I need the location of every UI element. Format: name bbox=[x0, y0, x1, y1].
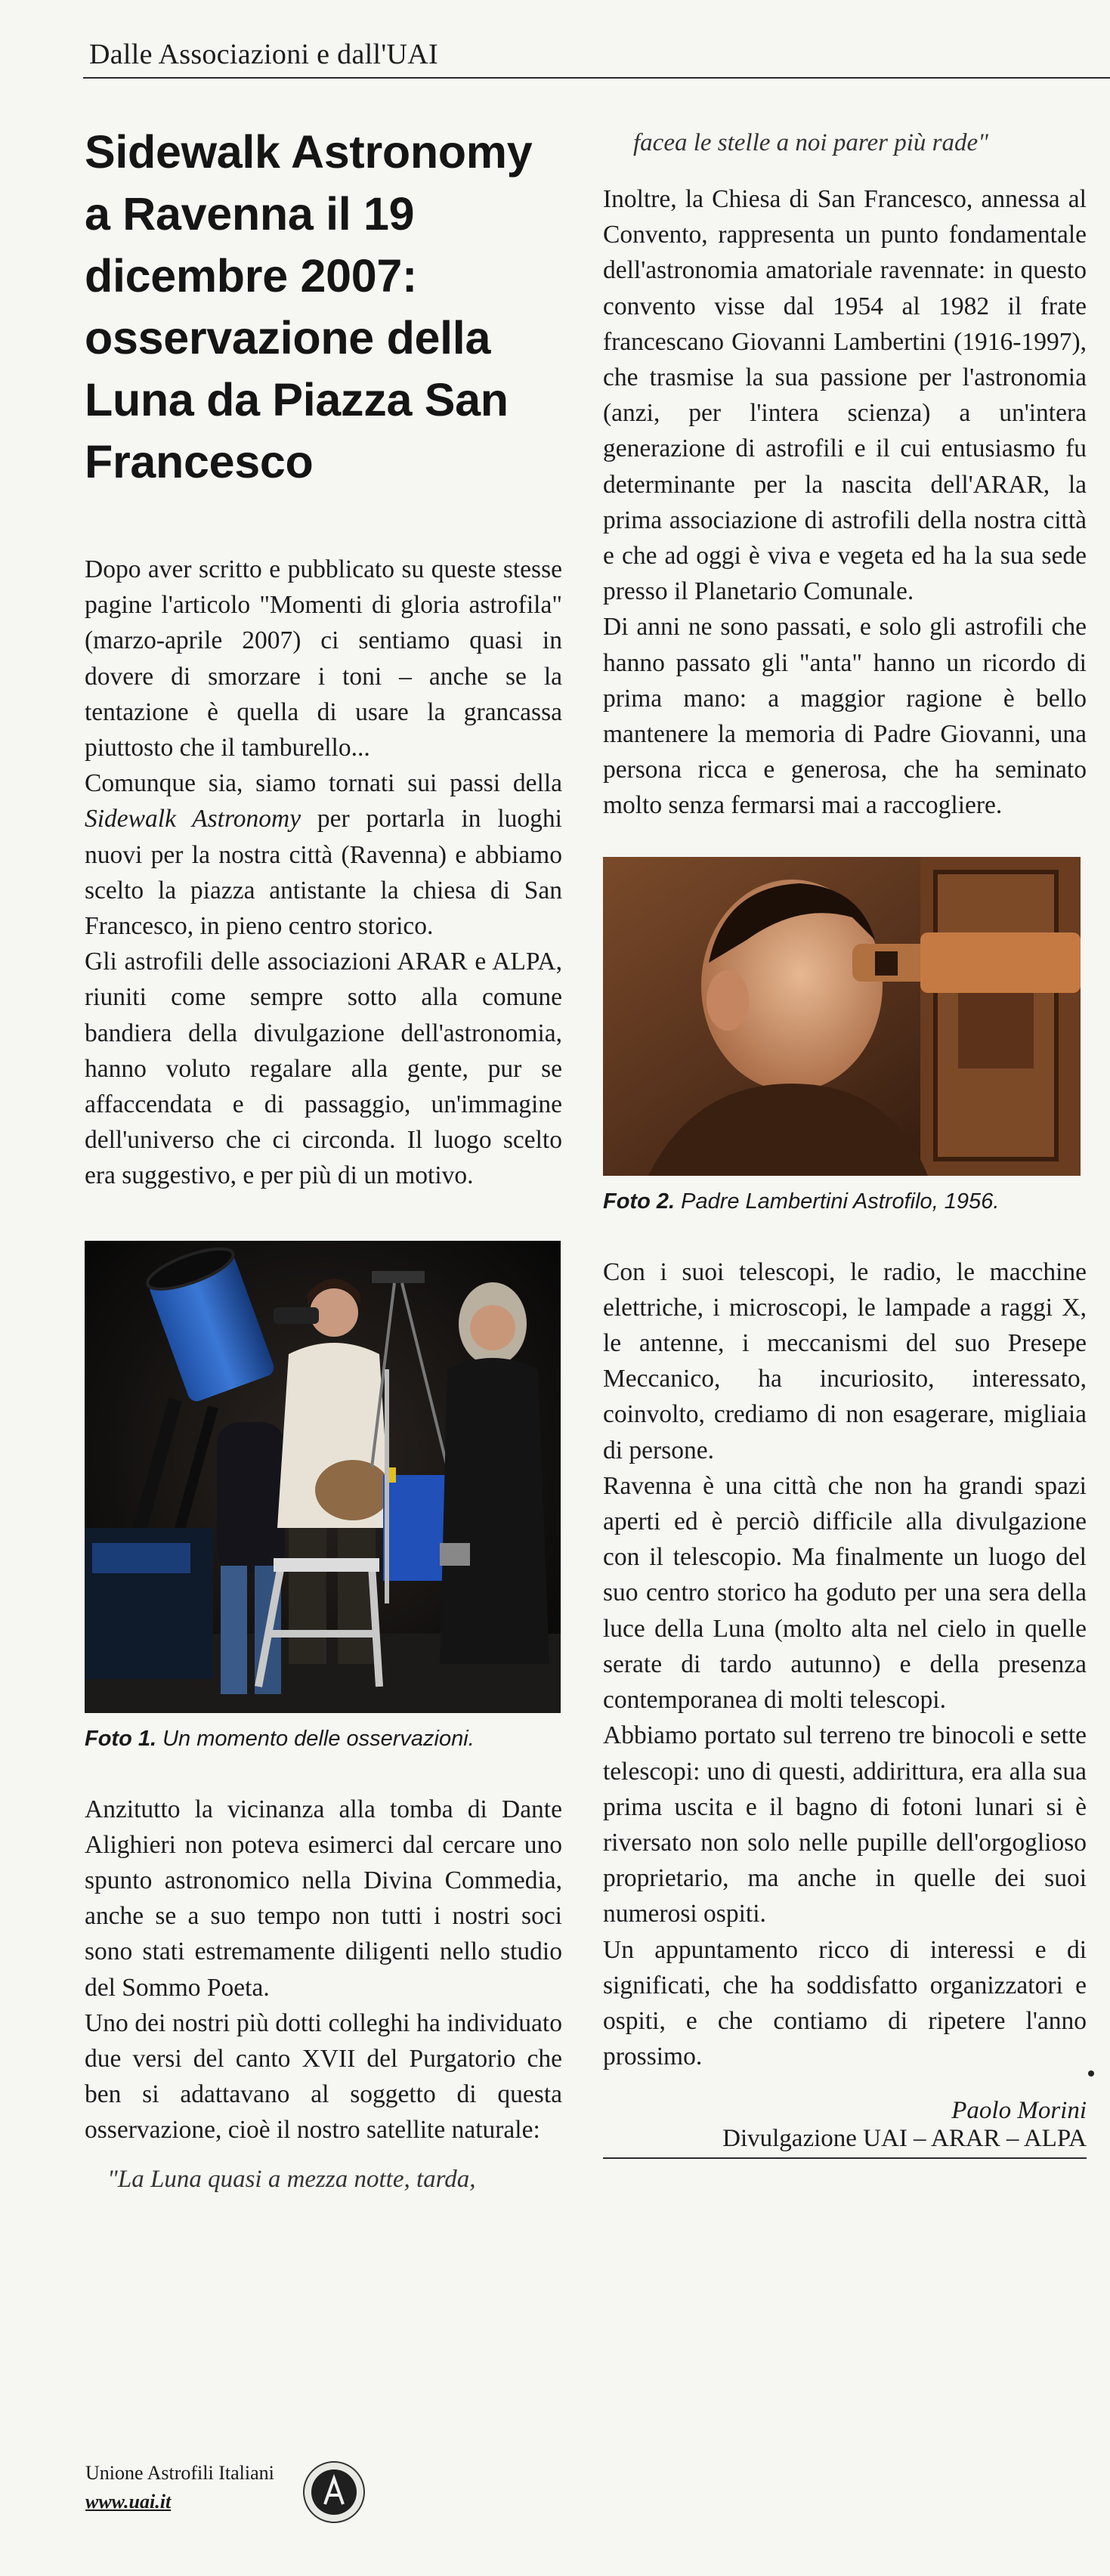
uai-logo-icon bbox=[302, 2460, 366, 2524]
paragraph: Di anni ne sono passati, e solo gli astrofili che hanno passato gli "anta" hanno un ricordo di prima mano: a maggior ragione è bello mantenere la memoria di Padre Giovanni, una persona ricca e generosa, che ha seminato molto senza fermarsi mai a raccogliere. bbox=[603, 613, 1087, 820]
footer-organization: Unione Astrofili Italiani bbox=[85, 2462, 274, 2484]
paragraph: Dopo aver scritto e pubblicato su queste stesse pagine l'articolo "Momenti di gloria astrofila" (marzo-aprile 2007) ci sentiamo quasi in dovere di smorzare i toni – anche se la tentazione è quella di usare la grancassa piuttosto che il tamburello... bbox=[85, 555, 562, 762]
signature-divider bbox=[603, 2157, 1087, 2159]
paragraph-text: per portarla in luoghi nuovi per la nostra città (Ravenna) e abbiamo scelto la piazza antistante la chiesa di San Francesco, in pieno centro storico. bbox=[85, 805, 562, 941]
photo-1-caption-text: Un momento delle osservazioni. bbox=[162, 1726, 475, 1751]
author-name: Paolo Morini bbox=[951, 2097, 1087, 2125]
photo-observation-night bbox=[85, 1241, 561, 1713]
photo-1-illustration bbox=[85, 1241, 561, 1713]
header-divider bbox=[83, 77, 1110, 79]
photo-lambertini-telescope bbox=[603, 857, 1081, 1176]
emphasis-text: Sidewalk Astronomy bbox=[85, 805, 301, 833]
photo-2-caption bbox=[603, 1188, 1087, 1215]
photo-1-label: Foto 1. bbox=[85, 1726, 157, 1751]
footer-website-link[interactable]: www.uai.it bbox=[85, 2491, 172, 2513]
author-affiliation: Divulgazione UAI – ARAR – ALPA bbox=[722, 2125, 1087, 2153]
dante-quote-line-1: "La Luna quasi a mezza notte, tarda, bbox=[107, 2165, 476, 2193]
dante-quote-line-2: facea le stelle a noi parer più rade" bbox=[633, 129, 988, 156]
photo-2-illustration bbox=[603, 857, 1081, 1176]
section-header: Dalle Associazioni e dall'UAI bbox=[89, 39, 438, 70]
paragraph-text: Comunque sia, siamo tornati sui passi della bbox=[85, 769, 562, 798]
photo-1-caption bbox=[85, 1725, 562, 1752]
article-title: Sidewalk Astronomy a Ravenna il 19 dicembre 2007: osservazione della Luna da Piazza San Francesco bbox=[85, 126, 533, 487]
right-column bbox=[603, 121, 1087, 2159]
paragraph: Anzitutto la vicinanza alla tomba di Dante Alighieri non poteva esimerci dal cercare uno spunto astronomico nella Divina Commedia, anche se a suo tempo non tutti i nostri soci sono stati estremamente diligenti nello studio del Sommo Poeta. bbox=[85, 1795, 562, 2002]
photo-2-caption-text: Padre Lambertini Astrofilo, 1956. bbox=[681, 1189, 1000, 1214]
paragraph bbox=[85, 765, 562, 944]
left-column bbox=[85, 121, 562, 2195]
paragraph: Gli astrofili delle associazioni ARAR e ALPA, riuniti come sempre sotto alla comune bandiera della divulgazione dell'astronomia, hanno voluto regalare alla gente, pur se affaccendata e di passaggio, un'immagine dell'universo che ci circonda. Il luogo scelto era suggestivo, e per più di un motivo. bbox=[85, 948, 562, 1190]
margin-dot bbox=[1088, 2070, 1094, 2077]
paragraph: Ravenna è una città che non ha grandi spazi aperti ed è perciò difficile alla divulgazione con il telescopio. Ma finalmente un luogo del suo centro storico ha goduto per una sera della luce della Luna (molto alta nel cielo in quelle serate di tardo autunno) e della presenza contemporanea di molti telescopi. bbox=[603, 1471, 1087, 1715]
paragraph: Con i suoi telescopi, le radio, le macchine elettriche, i microscopi, le lampade a raggi X, le antenne, i meccanismi del suo Presepe Meccanico, ha incuriosito, interessato, coinvolto, crediamo di non esagerare, migliaia di persone. bbox=[603, 1257, 1087, 1464]
photo-2-label: Foto 2. bbox=[603, 1189, 676, 1214]
paragraph: Uno dei nostri più dotti colleghi ha individuato due versi del canto XVII del Purgatorio che ben si adattavano al soggetto di questa osservazione, cioè il nostro satellite naturale: bbox=[85, 2009, 562, 2145]
paragraph: Inoltre, la Chiesa di San Francesco, annessa al Convento, rappresenta un punto fondamentale dell'astronomia amatoriale ravennate: in questo convento visse dal 1954 al 1982 il frate francescano Giovanni Lambertini (1916-1997), che trasmise la sua passione per l'astronomia (anzi, per l'intera scienza) a un'intera generazione di astrofili e il cui entusiasmo fu determinante per la nascita dell'ARAR, la prima associazione di astrofili della nostra città e che ad oggi è viva e vegeta ed ha la sua sede presso il Planetario Comunale. bbox=[603, 185, 1087, 606]
paragraph: Un appuntamento ricco di interessi e di significati, che ha soddisfatto organizzatori e ospiti, e che contiamo di ripetere l'anno prossimo. bbox=[603, 1935, 1087, 2071]
paragraph: Abbiamo portato sul terreno tre binocoli e sette telescopi: uno di questi, addirittura, era alla sua prima uscita e il bagno di fotoni lunari si è riversato non solo nelle pupille dell'orgoglioso proprietario, ma anche in quelle dei suoi numerosi ospiti. bbox=[603, 1721, 1087, 1928]
